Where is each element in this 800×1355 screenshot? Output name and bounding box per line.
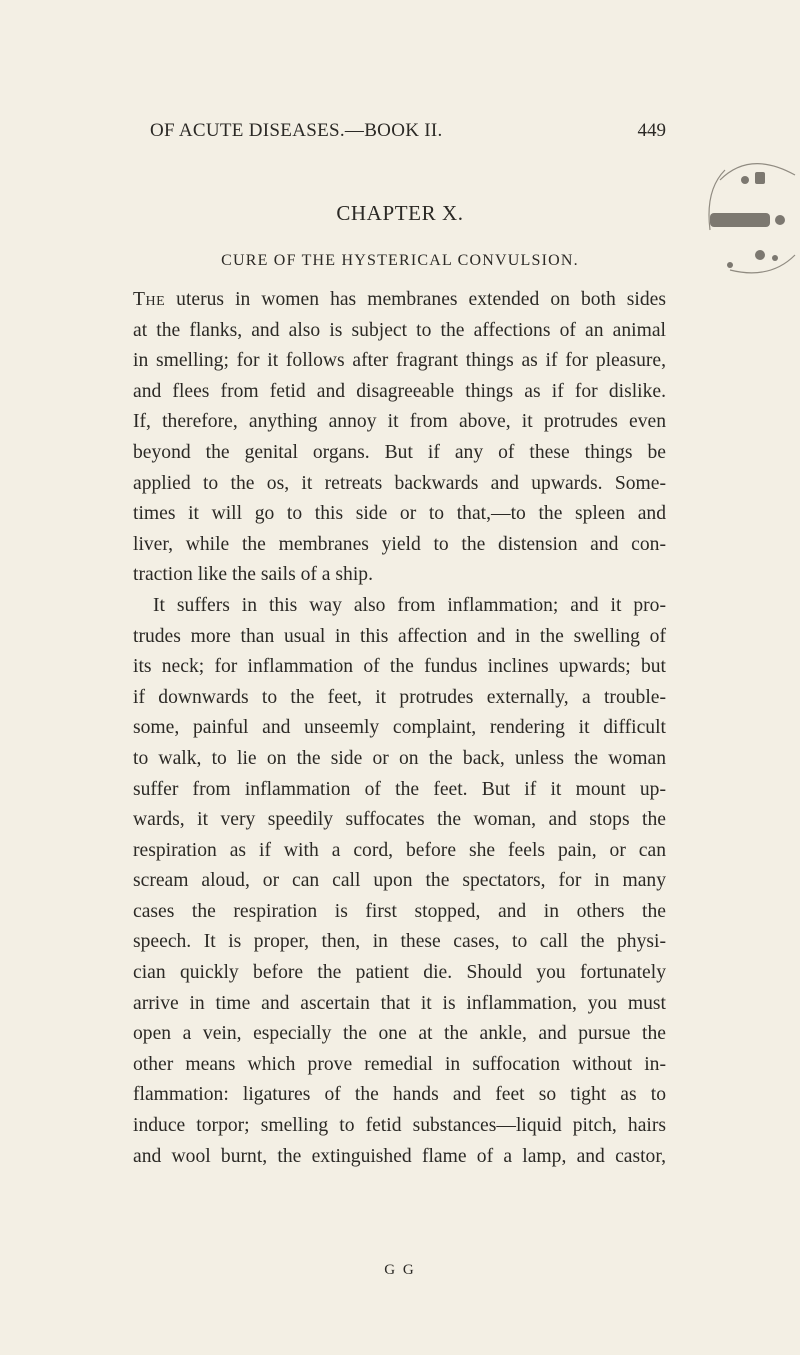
text-line: cases the respiration is first stopped, and in others the xyxy=(133,900,666,922)
text-line: some, painful and unseemly complaint, rendering it difficult xyxy=(133,717,666,739)
text-line: cian quickly before the patient die. Should you fortunately xyxy=(133,962,666,984)
text-line: and wool burnt, the extinguished flame of a lamp, and castor, xyxy=(133,1145,666,1167)
text-line: open a vein, especially the one at the ankle, and pursue the xyxy=(133,1023,666,1045)
text-line: flammation: ligatures of the hands and feet so tight as to xyxy=(133,1084,666,1106)
text-line: applied to the os, it retreats backwards and upwards. Some- xyxy=(133,472,666,494)
text-line: its neck; for inflammation of the fundus inclines upwards; but xyxy=(133,656,666,678)
text-line: if downwards to the feet, it protrudes externally, a trouble- xyxy=(133,686,666,708)
text-line: trudes more than usual in this affection and in the swelling of xyxy=(133,625,666,647)
text-line: scream aloud, or can call upon the spectators, for in many xyxy=(133,870,666,892)
text-line: other means which prove remedial in suffocation without in- xyxy=(133,1053,666,1075)
text-line: and flees from fetid and disagreeable things as if for dislike. xyxy=(133,380,666,402)
text-line: to walk, to lie on the side or on the back, unless the woman xyxy=(133,747,666,769)
text-line: suffer from inflammation of the feet. But if it mount up- xyxy=(133,778,666,800)
text-line: If, therefore, anything annoy it from above, it protrudes even xyxy=(133,411,666,433)
chapter-subtitle: CURE OF THE HYSTERICAL CONVULSION. xyxy=(221,252,579,269)
text-line: in smelling; for it follows after fragrant things as if for pleasure, xyxy=(133,350,666,372)
text-line: times it will go to this side or to that,—to the spleen and xyxy=(133,503,666,525)
page-header xyxy=(150,120,666,146)
text-line: respiration as if with a cord, before she feels pain, or can xyxy=(133,839,666,861)
signature-mark: G G xyxy=(384,1262,416,1278)
text-line xyxy=(133,285,666,316)
text-line: liver, while the membranes yield to the distension and con- xyxy=(133,533,666,555)
text-line: It suffers in this way also from inflammation; and it pro- xyxy=(153,594,666,616)
text-line: beyond the genital organs. But if any of these things be xyxy=(133,441,666,463)
text-line: at the flanks, and also is subject to the affections of an animal xyxy=(133,319,666,341)
text-line: wards, it very speedily suffocates the woman, and stops the xyxy=(133,809,666,831)
first-word: The xyxy=(133,289,166,310)
chapter-title: CHAPTER X. xyxy=(336,201,464,225)
page-number: 449 xyxy=(637,120,666,141)
text-line: induce torpor; smelling to fetid substances—liquid pitch, hairs xyxy=(133,1115,666,1137)
body-text xyxy=(133,285,666,1172)
text-line: traction like the sails of a ship. xyxy=(133,564,373,586)
text-line: speech. It is proper, then, in these cases, to call the physi- xyxy=(133,931,666,953)
first-line-rest: uterus in women has membranes extended on both sides xyxy=(165,289,666,310)
text-line: arrive in time and ascertain that it is inflammation, you must xyxy=(133,992,666,1014)
running-head: OF ACUTE DISEASES.—BOOK II. xyxy=(150,120,443,141)
